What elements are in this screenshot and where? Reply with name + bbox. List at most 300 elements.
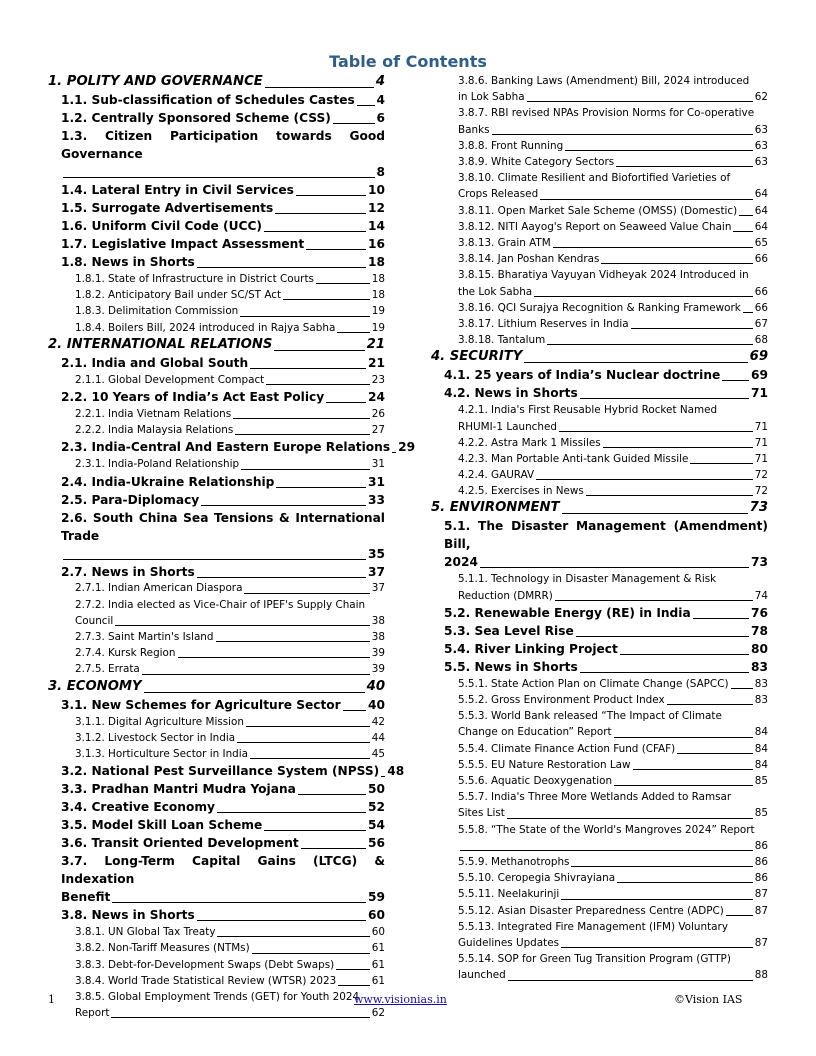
toc-entry-title: 3. ECONOMY [48,678,142,694]
toc-entry-tail [458,724,768,740]
toc-entry-title: 5.2. Renewable Energy (RE) in India [444,605,691,620]
toc-entry[interactable] [431,622,768,640]
toc-entry[interactable] [431,154,768,170]
toc-page-number: 71 [754,420,768,433]
leader-line [252,953,370,954]
leader-line [536,479,753,480]
leader-line [216,641,370,642]
toc-entry[interactable] [431,499,768,517]
toc-entry[interactable] [431,640,768,658]
toc-entry-tail [458,805,768,821]
leader-line [507,818,753,819]
toc-entry[interactable] [431,251,768,267]
toc-entry[interactable] [48,746,385,762]
toc-page-number: 60 [371,926,385,939]
toc-entry[interactable] [48,906,385,924]
toc-entry[interactable] [48,217,385,235]
toc-page-number: 31 [368,474,385,489]
toc-entry[interactable] [431,402,768,434]
leader-line [306,249,366,250]
toc-entry-tail [458,967,768,983]
toc-entry-tail [458,284,768,300]
toc-entry-title: 2.6. South China Sea Tensions & International Trade [61,510,385,543]
toc-entry[interactable] [431,451,768,467]
toc-entry-title: 1. POLITY AND GOVERNANCE [48,74,263,89]
toc-page-number: 37 [368,564,385,579]
toc-entry[interactable] [48,181,385,199]
toc-entry-title: 1.6. Uniform Civil Code (UCC) [61,219,262,233]
toc-entry[interactable] [431,267,768,299]
toc-entry[interactable] [431,951,768,983]
toc-entry[interactable] [48,762,405,780]
toc-entry-title: 1.3. Citizen Participation towards Good Governance [61,129,385,161]
leader-line [524,362,747,363]
toc-page-number: 74 [754,589,768,602]
toc-page-number: 21 [368,355,385,370]
leader-line [144,692,365,693]
toc-page-number: 84 [754,726,768,739]
toc-page-number: 31 [371,458,385,471]
toc-entry-title: 3.8.9. White Category Sectors [458,155,615,168]
leader-line [336,969,370,970]
toc-entry-title: 1.8.1. State of Infrastructure in District Courts [75,272,314,285]
toc-entry-title: 4.2.2. Astra Mark 1 Missiles [458,436,601,449]
toc-entry[interactable] [431,332,768,348]
toc-entry-title: 3.8.13. Grain ATM [458,236,551,249]
toc-entry[interactable] [431,692,768,708]
toc-entry[interactable] [431,870,768,886]
toc-page-number: 48 [387,764,405,779]
toc-page-number: 56 [368,836,385,851]
leader-line [480,567,749,568]
toc-entry[interactable] [431,517,768,571]
toc-entry-title: 3.8.11. Open Market Sale Scheme (OMSS) (Domestic) [458,204,738,217]
toc-page-number: 12 [368,201,385,215]
leader-line [726,915,753,916]
website-link[interactable]: www.visionias.in [354,993,447,1006]
toc-page-number: 38 [371,631,385,644]
leader-line [620,654,749,655]
toc-page-number: 84 [754,742,768,755]
toc-entry-title: 2.2.2. India Malaysia Relations [75,424,234,437]
toc-entry[interactable] [48,597,385,629]
toc-entry-title-cont: the Lok Sabha [458,285,533,298]
toc-entry[interactable] [48,127,385,181]
toc-entry[interactable] [48,940,385,956]
toc-entry-title: 3.1.3. Horticulture Sector in India [75,748,249,761]
toc-entry-title-cont: Sites List [458,807,505,820]
toc-entry-title: 5.5.3. World Bank released “The Impact of Climate [458,710,722,723]
leader-line [561,947,753,948]
toc-page-number: 88 [754,969,768,982]
toc-entry[interactable] [431,886,768,902]
toc-entry-title: 2.3.1. India-Poland Relationship [75,458,240,471]
toc-entry[interactable] [48,563,385,581]
toc-entry[interactable] [431,235,768,251]
toc-page-number: 86 [754,856,768,869]
toc-page-number: 8 [376,165,385,179]
toc-page-number: 64 [754,188,768,201]
toc-entry[interactable] [431,919,768,951]
leader-line [337,332,369,333]
toc-entry-title: 3.7. Long-Term Capital Gains (LTCG) & Indexation [61,854,385,887]
toc-page-number: 64 [754,204,768,217]
toc-entry-tail [458,89,768,105]
toc-page-number: 40 [368,697,385,712]
toc-page-number: 33 [368,492,385,507]
leader-line [201,505,366,506]
toc-entry-title-cont: Report [75,1007,110,1020]
toc-entry[interactable] [431,138,768,154]
leader-line [343,710,366,711]
toc-entry[interactable] [48,834,385,852]
toc-page-number: 4 [375,74,385,89]
toc-page-number: 16 [368,237,385,251]
leader-line [217,812,366,813]
toc-entry[interactable] [431,903,768,919]
toc-entry-title-cont: Benefit [61,890,111,905]
toc-entry-tail [61,888,385,906]
toc-page-number: 35 [368,546,385,561]
toc-entry-title: 2.3. India-Central And Eastern Europe Relations [61,440,391,455]
toc-page-number: 87 [754,904,768,917]
toc-page-number: 50 [368,782,385,797]
toc-entry[interactable] [48,852,385,906]
toc-entry[interactable] [48,973,385,989]
leader-line [264,830,366,831]
toc-entry-tail [458,588,768,604]
toc-entry[interactable] [48,388,385,406]
toc-entry-title: 5.1. The Disaster Management (Amendment) Bill, [444,519,768,552]
leader-line [246,726,370,727]
leader-line [237,742,370,743]
leader-line [392,452,396,453]
copyright-text: ©Vision IAS [674,993,743,1006]
leader-line [547,344,752,345]
toc-entry[interactable] [48,109,385,127]
toc-entry[interactable] [431,571,768,603]
toc-entry[interactable] [431,300,768,316]
toc-entry-title: 3.8.17. Lithium Reserves in India [458,317,629,330]
toc-entry[interactable] [48,989,385,1021]
toc-entry-title-cont: 2024 [444,555,478,570]
toc-entry[interactable] [431,789,768,821]
toc-entry[interactable] [431,170,768,202]
toc-entry[interactable] [48,73,385,91]
toc-entry-title: 3.8.14. Jan Poshan Kendras [458,253,600,266]
toc-entry-title: 1.8.4. Boilers Bill, 2024 introduced in Rajya Sabha [75,321,336,334]
toc-entry-title: 5.5.10. Ceropegia Shivrayiana [458,872,616,885]
toc-entry-title: 2.7.2. India elected as Vice-Chair of IPEF's Supply Chain [75,598,366,611]
toc-entry-tail [61,163,385,181]
toc-entry-title: 3.1. New Schemes for Agriculture Sector [61,697,341,712]
leader-line [197,267,366,268]
toc-page-number: 62 [754,91,768,104]
toc-entry-title: 4.2.3. Man Portable Anti-tank Guided Missile [458,452,689,465]
toc-page-number: 65 [754,236,768,249]
leader-line [553,247,753,248]
toc-entry[interactable] [48,678,385,696]
toc-entry[interactable] [48,491,385,509]
leader-line [617,882,753,883]
toc-entry[interactable] [48,303,385,319]
toc-entry-title: 5.1.1. Technology in Disaster Management & Risk [458,573,717,586]
toc-entry-title: 4.1. 25 years of India’s Nuclear doctrine [444,368,721,383]
toc-entry[interactable] [431,467,768,483]
leader-line [217,936,369,937]
leader-line [534,296,753,297]
toc-entry[interactable] [48,816,385,834]
toc-entry[interactable] [48,271,385,287]
toc-entry[interactable] [48,372,385,388]
toc-entry-title: 3.8.8. Front Running [458,139,564,152]
toc-page-number: 6 [376,111,385,125]
leader-line [633,769,753,770]
leader-line [338,985,370,986]
toc-page-number: 67 [754,317,768,330]
toc-entry-title: 4. SECURITY [431,349,523,365]
toc-entry[interactable] [431,483,768,499]
toc-page-number: 66 [754,301,768,314]
leader-line [722,380,749,381]
leader-line [235,434,369,435]
toc-entry[interactable] [48,957,385,973]
toc-entry-title: 5.3. Sea Level Rise [444,623,574,638]
toc-entry-title: 2. INTERNATIONAL RELATIONS [48,336,273,352]
toc-entry[interactable] [431,366,768,384]
toc-entry[interactable] [431,708,768,740]
toc-page-number: 52 [368,800,385,815]
toc-entry[interactable] [48,780,385,798]
toc-page-number: 69 [749,349,768,365]
toc-entry[interactable] [48,629,385,645]
toc-entry-title: 4.2.4. GAURAV [458,469,535,482]
toc-entry[interactable] [48,661,385,677]
leader-line [357,105,375,106]
toc-entry[interactable] [431,316,768,332]
toc-entry-title: 3.4. Creative Economy [61,800,215,815]
toc-entry-title: 3.8.6. Banking Laws (Amendment) Bill, 2024 introduced [458,75,750,87]
toc-page-number: 14 [368,219,385,233]
toc-entry-title: 3.8.10. Climate Resilient and Biofortified Varieties of [458,172,731,185]
toc-entry-title: 3.8.12. NITI Aayog's Report on Seaweed Value Chain [458,220,732,233]
toc-entry[interactable] [431,773,768,789]
leader-line [743,312,753,313]
leader-line [561,899,752,900]
toc-entry[interactable] [48,456,385,472]
toc-entry-title: 5.5. News in Shorts [444,659,578,674]
leader-line [381,776,385,777]
toc-entry-title: 3.8.3. Debt-for-Development Swaps (Debt Swaps) [75,958,335,971]
toc-page-number: 85 [754,807,768,820]
toc-page-number: 69 [751,368,768,383]
toc-entry[interactable] [48,199,385,217]
toc-entry-title: 3.6. Transit Oriented Development [61,836,299,851]
toc-entry-title: 5.5.13. Integrated Fire Management (IFM) Voluntary [458,920,728,933]
toc-entry[interactable] [48,235,385,253]
toc-entry-title: 3.8.2. Non-Tariff Measures (NTMs) [75,942,250,955]
toc-entry[interactable] [48,509,385,563]
toc-entry[interactable] [48,336,385,354]
toc-entry-title: 5.5.11. Neelakurinji [458,888,560,901]
toc-entry[interactable] [431,435,768,451]
page-number: 1 [48,993,55,1006]
toc-entry[interactable] [431,203,768,219]
toc-entry[interactable] [431,604,768,622]
toc-entry[interactable] [431,741,768,757]
toc-entry[interactable] [48,438,416,456]
toc-entry-title: 5.5.9. Methanotrophs [458,856,570,869]
toc-entry[interactable] [431,73,768,105]
leader-line [283,299,370,300]
toc-entry[interactable] [48,422,385,438]
toc-entry[interactable] [48,473,385,491]
toc-page-number: 61 [371,958,385,971]
toc-entry-title: 2.7.1. Indian American Diaspora [75,582,243,595]
toc-page-number: 18 [371,272,385,285]
leader-line [63,559,366,560]
toc-entry-title: 3.8.4. World Trade Statistical Review (WTSR) 2023 [75,974,337,987]
leader-line [631,328,753,329]
toc-page-number: 27 [371,424,385,437]
toc-entry-title-cont: Guidelines Updates [458,936,560,949]
leader-line [63,177,375,178]
toc-entry-tail [61,545,385,563]
toc-page-number: 66 [754,253,768,266]
toc-entry[interactable] [431,384,768,402]
toc-page-number: 61 [371,974,385,987]
leader-line [562,513,748,514]
toc-page-number: 71 [751,386,768,401]
toc-entry-title: 1.5. Surrogate Advertisements [61,201,274,215]
toc-page-number: 29 [398,440,416,455]
toc-entry-title: 5.5.7. India's Three More Wetlands Added to Ramsar [458,791,732,804]
leader-line [731,688,753,689]
toc-entry-title: 3.8.18. Tantalum [458,334,546,347]
toc-page-number: 84 [754,758,768,771]
toc-page-number: 87 [754,888,768,901]
toc-page-number: 54 [368,818,385,833]
toc-entry[interactable] [48,253,385,271]
toc-entry-title: 3.8. News in Shorts [61,908,195,923]
toc-entry-tail [458,838,768,854]
toc-entry-title: 5.5.8. “The State of the World's Mangroves 2024” Report [458,823,755,836]
toc-page-number: 37 [371,582,385,595]
toc-entry-title-cont: Change on Education” Report [458,726,612,739]
leader-line [540,199,753,200]
toc-page-number: 73 [751,555,768,570]
toc-entry-title: 5. ENVIRONMENT [431,500,560,516]
toc-page-number: 66 [754,285,768,298]
toc-page-number: 45 [371,748,385,761]
toc-entry-title: 2.7. News in Shorts [61,564,195,579]
toc-entry-title: 3.8.1. UN Global Tax Treaty [75,926,216,939]
toc-entry[interactable] [48,696,385,714]
toc-entry-title: 3.3. Pradhan Mantri Mudra Yojana [61,782,296,797]
leader-line [178,657,370,658]
toc-page-number: 26 [371,407,385,420]
toc-entry[interactable] [48,354,385,372]
leader-line [693,618,749,619]
leader-line [250,368,366,369]
toc-page-number: 68 [754,334,768,347]
leader-line [115,625,369,626]
toc-page-number: 80 [751,641,768,656]
leader-line [508,980,753,981]
toc-entry-title: 3.8.5. Global Employment Trends (GET) for Youth 2024 [75,990,360,1003]
toc-entry-title: 2.4. India-Ukraine Relationship [61,474,275,489]
toc-page-number: 78 [751,623,768,638]
leader-line [571,866,752,867]
toc-entry-tail [458,122,768,138]
toc-entry[interactable] [48,287,385,303]
toc-entry[interactable] [48,581,385,597]
toc-entry[interactable] [48,406,385,422]
toc-entry[interactable] [48,730,385,746]
toc-entry[interactable] [431,757,768,773]
toc-entry[interactable] [431,348,768,366]
toc-entry-title-cont: Reduction (DMRR) [458,589,553,602]
leader-line [586,495,753,496]
leader-line [667,704,753,705]
toc-page-number: 85 [754,775,768,788]
toc-entry-title: 1.8. News in Shorts [61,255,195,269]
toc-page-number: 83 [754,677,768,690]
leader-line [555,600,753,601]
toc-page-number: 42 [371,715,385,728]
toc-entry-title: 2.2.1. India Vietnam Relations [75,407,232,420]
toc-entry[interactable] [431,219,768,235]
toc-entry[interactable] [48,798,385,816]
toc-entry[interactable] [431,854,768,870]
toc-page-number: 64 [754,220,768,233]
toc-page-number: 19 [371,305,385,318]
toc-entry-title: 5.5.5. EU Nature Restoration Law [458,758,631,771]
toc-page-number: 39 [371,663,385,676]
toc-entry[interactable] [431,658,768,676]
toc-page-number: 40 [366,678,385,694]
toc-page-number: 19 [371,321,385,334]
toc-entry-tail [75,613,385,629]
toc-entry-title-cont: Council [75,614,114,627]
toc-page-number: 72 [754,485,768,498]
toc-entry-title: 5.5.4. Climate Finance Action Fund (CFAF) [458,742,676,755]
toc-entry[interactable] [48,91,385,109]
leader-line [233,418,370,419]
leader-line [527,101,753,102]
toc-entry[interactable] [48,924,385,940]
toc-entry[interactable] [431,822,768,854]
toc-entry[interactable] [48,714,385,730]
leader-line [266,384,370,385]
leader-line [580,672,749,673]
toc-entry[interactable] [48,645,385,661]
toc-entry-title: 1.2. Centrally Sponsored Scheme (CSS) [61,111,331,125]
toc-entry[interactable] [431,676,768,692]
toc-page-number: 18 [371,289,385,302]
toc-page-number: 18 [368,255,385,269]
leader-line [264,231,366,232]
toc-entry[interactable] [48,320,385,336]
toc-page-number: 63 [754,155,768,168]
toc-entry-title: 5.5.2. Gross Environment Product Index [458,694,665,707]
toc-entry[interactable] [431,105,768,137]
leader-line [240,316,369,317]
toc-entry-tail [458,935,768,951]
toc-entry-title-cont: Banks [458,123,490,136]
leader-line [197,920,366,921]
leader-line [614,737,753,738]
